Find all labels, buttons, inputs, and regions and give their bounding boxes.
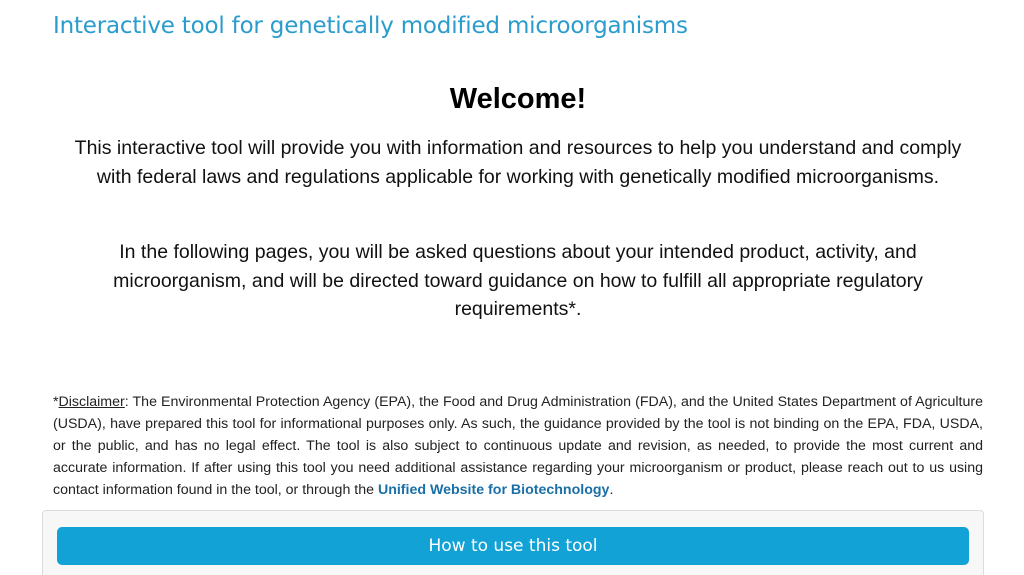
instructions-paragraph: In the following pages, you will be asked questions about your intended product, activity, and microorganism, and will be directed toward guidance on how to fulfill all appropriate regulatory requirements*. [113, 241, 923, 320]
disclaimer-label: Disclaimer [58, 394, 125, 410]
intro-paragraph: This interactive tool will provide you with information and resources to help you understand and comply with federal laws and regulations applicable for working with genetically modified microorganisms. [74, 137, 962, 188]
how-to-use-button[interactable]: How to use this tool [57, 527, 969, 565]
welcome-heading: Welcome! [449, 83, 587, 115]
disclaimer [53, 391, 983, 501]
disclaimer-asterisk: * [53, 394, 59, 410]
how-to-panel [42, 510, 984, 575]
page-title: Interactive tool for genetically modified microorganisms [53, 13, 688, 39]
disclaimer-text: : The Environmental Protection Agency (EPA), the Food and Drug Administration (FDA), and the United States Department of Agriculture (USDA), have prepared this tool for informational purposes only. As such, the guidance provided by the tool is not binding on the EPA, FDA, USDA, or the public, and has no legal effect. The tool is also subject to continuous update and revision, as needed, to provide the most current and accurate information. If after using this tool you need additional assistance regarding your microorganism or product, please reach out to us using contact information found in the tool, or through the [53, 394, 983, 498]
disclaimer-suffix: . [609, 482, 614, 498]
unified-website-link[interactable]: Unified Website for Biotechnology [377, 482, 610, 498]
